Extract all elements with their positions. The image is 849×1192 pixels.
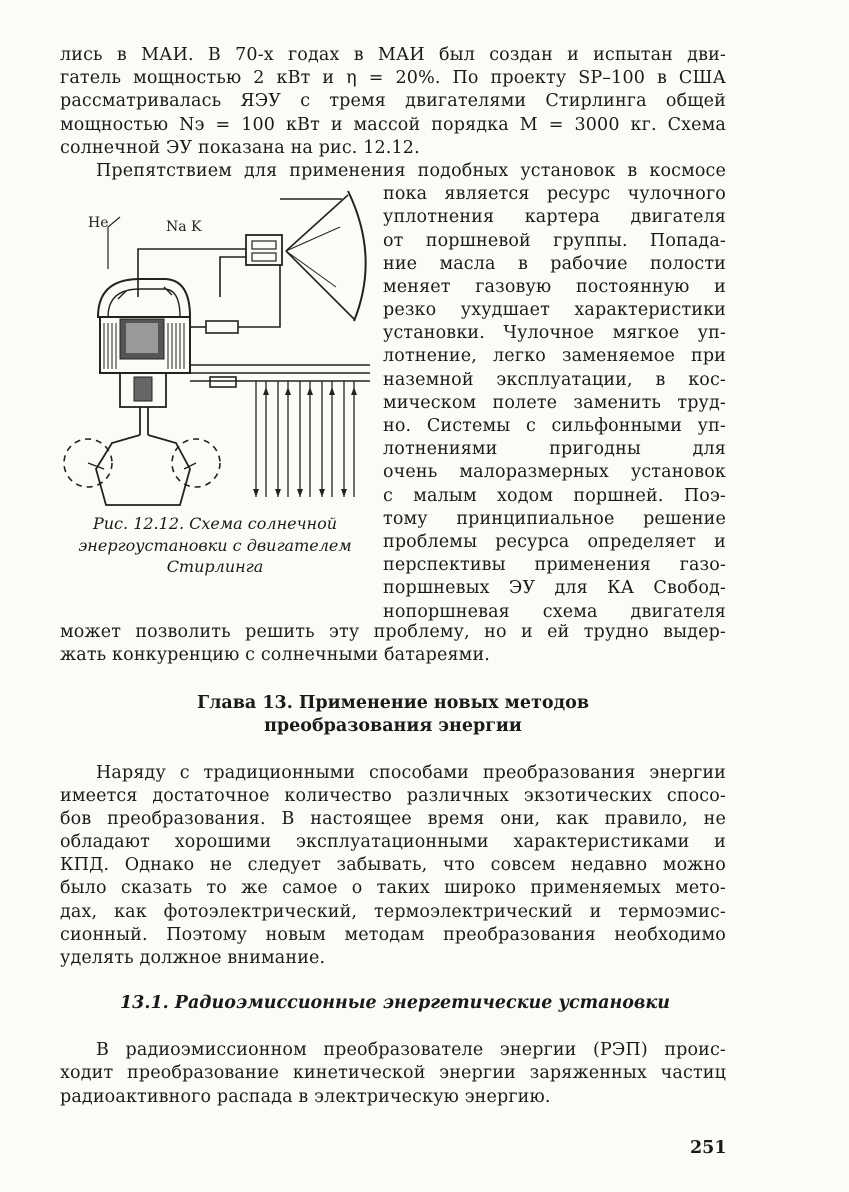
caption-line: Рис. 12.12. Схема солнечной [92,514,338,534]
text-line: уплотнения картера двигателя [383,207,726,228]
text-line: но. Системы с сильфонными уп- [383,416,726,436]
text-line: наземной эксплуатации, в кос- [383,369,726,390]
label-nak: Na K [166,219,202,236]
text-line: с малым ходом поршней. Поэ- [383,485,726,506]
text-line: меняет газовую постоянную и [383,276,726,297]
chapter-heading-line: преобразования энергии [264,715,522,736]
text-line: лотнениями пригодны для [383,439,726,460]
text-line: установки. Чулочное мягкое уп- [383,323,726,344]
paragraph-1 [60,44,726,160]
chapter-heading [60,692,726,738]
text-line: от поршневой группы. Попада- [383,230,726,251]
text-line: Препятствием для применения подобных установок в космосе [96,160,726,181]
text-line: очень малоразмерных установок [383,462,726,483]
section-heading: 13.1. Радиоэмиссионные энергетические установки [120,993,670,1014]
page [60,44,726,1109]
text-line: резко ухудшает характеристики [383,300,726,321]
paragraph-2 [60,160,726,668]
text-line: было сказать то же самое о таких широко применяемых мето- [60,878,726,899]
text-line: мощностью Nэ = 100 кВт и массой порядка M = 3000 кг. Схема [60,114,726,135]
text-line: мическом полете заменить труд- [383,392,726,413]
label-he: He [88,215,109,232]
text-line: жать конкуренцию с солнечными батареями. [60,645,490,666]
text-line: ходит преобразование кинетической энергии заряженных частиц [60,1063,726,1084]
text-line: рассматривалась ЯЭУ с тремя двигателями Стирлинга общей [60,91,726,112]
text-line: может позволить решить эту проблему, но и ей трудно выдер- [60,622,726,643]
text-line: проблемы ресурса определяет и [383,531,726,552]
text-line: гатель мощностью 2 кВт и η = 20%. По проекту SP–100 в США [60,68,726,89]
text-line: солнечной ЭУ показана на рис. 12.12. [60,137,420,158]
stirling-solar-diagram [60,187,370,512]
text-line: обладают хорошими эксплуатационными характеристиками и [60,832,726,853]
text-line: КПД. Однако не следует забывать, что совсем недавно можно [60,855,726,876]
text-line: тому принципиальное решение [383,508,726,529]
figure-wrap-area [60,183,726,621]
caption-line: Стирлинга [166,557,264,577]
text-line: перспективы применения газо- [383,555,726,576]
text-line: пока является ресурс чулочного [383,184,726,205]
text-line: В радиоэмиссионном преобразователе энергии (РЭП) проис- [96,1040,726,1061]
page-number: 251 [690,1138,727,1158]
paragraph-4 [60,1039,726,1109]
text-line: уделять должное внимание. [60,948,326,968]
text-line: ние масла в рабочие полости [383,253,726,274]
chapter-heading-line: Глава 13. Применение новых методов [197,692,589,713]
text-line: дах, как фотоэлектрический, термоэлектрический и термоэмис- [60,901,726,922]
text-line: нопоршневая схема двигателя [383,601,726,622]
text-line: радиоактивного распада в электрическую энергию. [60,1086,551,1107]
text-line: бов преобразования. В настоящее время они, как правило, не [60,808,726,829]
paragraph-3 [60,762,726,971]
text-line: лись в МАИ. В 70-х годах в МАИ был создан и испытан дви- [60,45,726,65]
text-line: имеется достаточное количество различных экзотических спосо- [60,785,726,806]
text-line: Наряду с традиционными способами преобразования энергии [96,762,726,783]
text-line: сионный. Поэтому новым методам преобразования необходимо [60,924,726,945]
text-line: лотнение, легко заменяемое при [383,346,726,367]
figure-caption [60,513,370,578]
text-line: поршневых ЭУ для КА Свобод- [383,578,726,599]
caption-line: энергоустановки с двигателем [78,535,352,555]
